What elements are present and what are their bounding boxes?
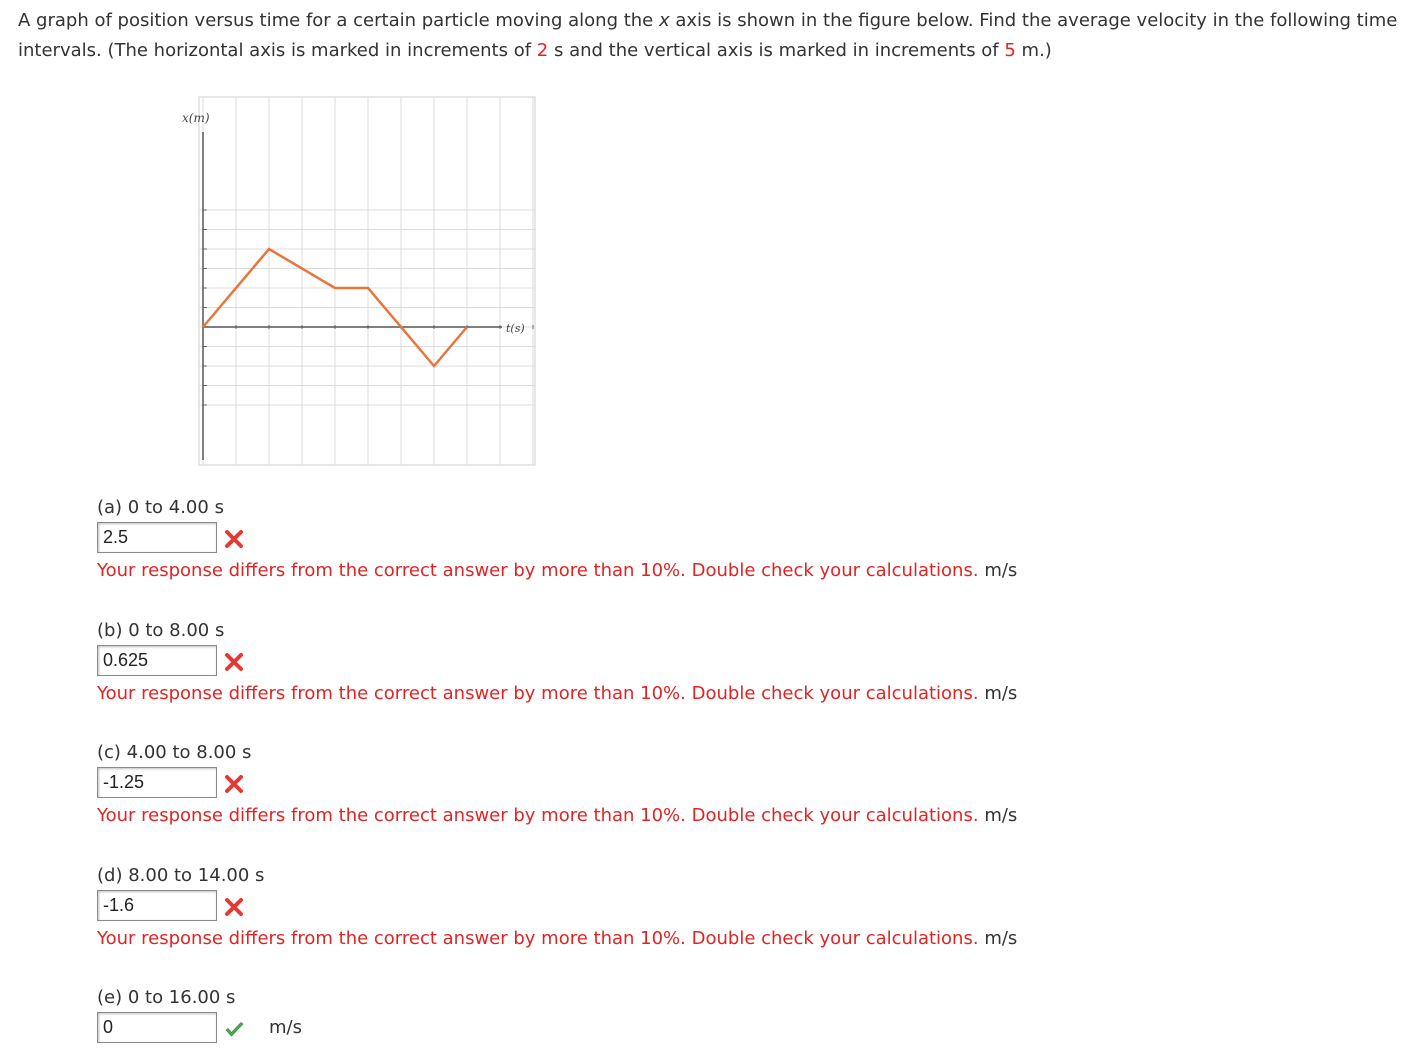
part-label: (c) 4.00 to 8.00 s bbox=[97, 742, 252, 763]
y-axis-label: x(m) bbox=[182, 111, 210, 125]
unit-label: m/s bbox=[984, 560, 1018, 581]
answer-field[interactable]: -1.6 bbox=[97, 890, 217, 921]
answer-field[interactable]: 0 bbox=[97, 1012, 217, 1043]
question-part bbox=[97, 619, 1297, 709]
feedback-message: Your response differs from the correct answer by more than 10%. Double check your calculations. m/s bbox=[97, 683, 1018, 704]
unit-label: m/s bbox=[984, 683, 1018, 704]
unit-label: m/s bbox=[269, 1017, 302, 1038]
vertical-increment: 5 bbox=[1004, 40, 1016, 61]
question-part bbox=[97, 496, 1297, 586]
feedback-message: Your response differs from the correct answer by more than 10%. Double check your calculations. m/s bbox=[97, 928, 1018, 949]
feedback-message: Your response differs from the correct answer by more than 10%. Double check your calculations. m/s bbox=[97, 560, 1018, 581]
part-label: (e) 0 to 16.00 s bbox=[97, 987, 236, 1008]
question-text: A graph of position versus time for a certain particle moving along the x axis is shown in the figure below. Find the average velocity in the following time intervals. (The horizontal axis is marked in increments of 2 s and the vertical axis is marked in increments of 5 m.) bbox=[18, 10, 1398, 61]
part-label: (a) 0 to 4.00 s bbox=[97, 497, 224, 518]
x-mark-icon bbox=[223, 651, 245, 673]
check-mark-icon bbox=[223, 1018, 245, 1040]
question-part bbox=[97, 986, 1297, 1040]
x-mark-icon bbox=[223, 528, 245, 550]
part-label: (d) 8.00 to 14.00 s bbox=[97, 865, 265, 886]
x-mark-icon bbox=[223, 896, 245, 918]
graph-frame bbox=[199, 97, 535, 465]
answer-field[interactable]: -1.25 bbox=[97, 767, 217, 798]
position-time-graph bbox=[170, 92, 550, 477]
answer-field[interactable]: 2.5 bbox=[97, 522, 217, 553]
part-label: (b) 0 to 8.00 s bbox=[97, 620, 225, 641]
feedback-message: Your response differs from the correct answer by more than 10%. Double check your calculations. m/s bbox=[97, 805, 1018, 826]
x-axis-label: t(s) bbox=[506, 322, 525, 335]
question-part bbox=[97, 741, 1297, 831]
unit-label: m/s bbox=[984, 928, 1018, 949]
x-mark-icon bbox=[223, 773, 245, 795]
unit-label: m/s bbox=[984, 805, 1018, 826]
answer-field[interactable]: 0.625 bbox=[97, 645, 217, 676]
question-part bbox=[97, 864, 1297, 954]
horizontal-increment: 2 bbox=[536, 40, 549, 61]
